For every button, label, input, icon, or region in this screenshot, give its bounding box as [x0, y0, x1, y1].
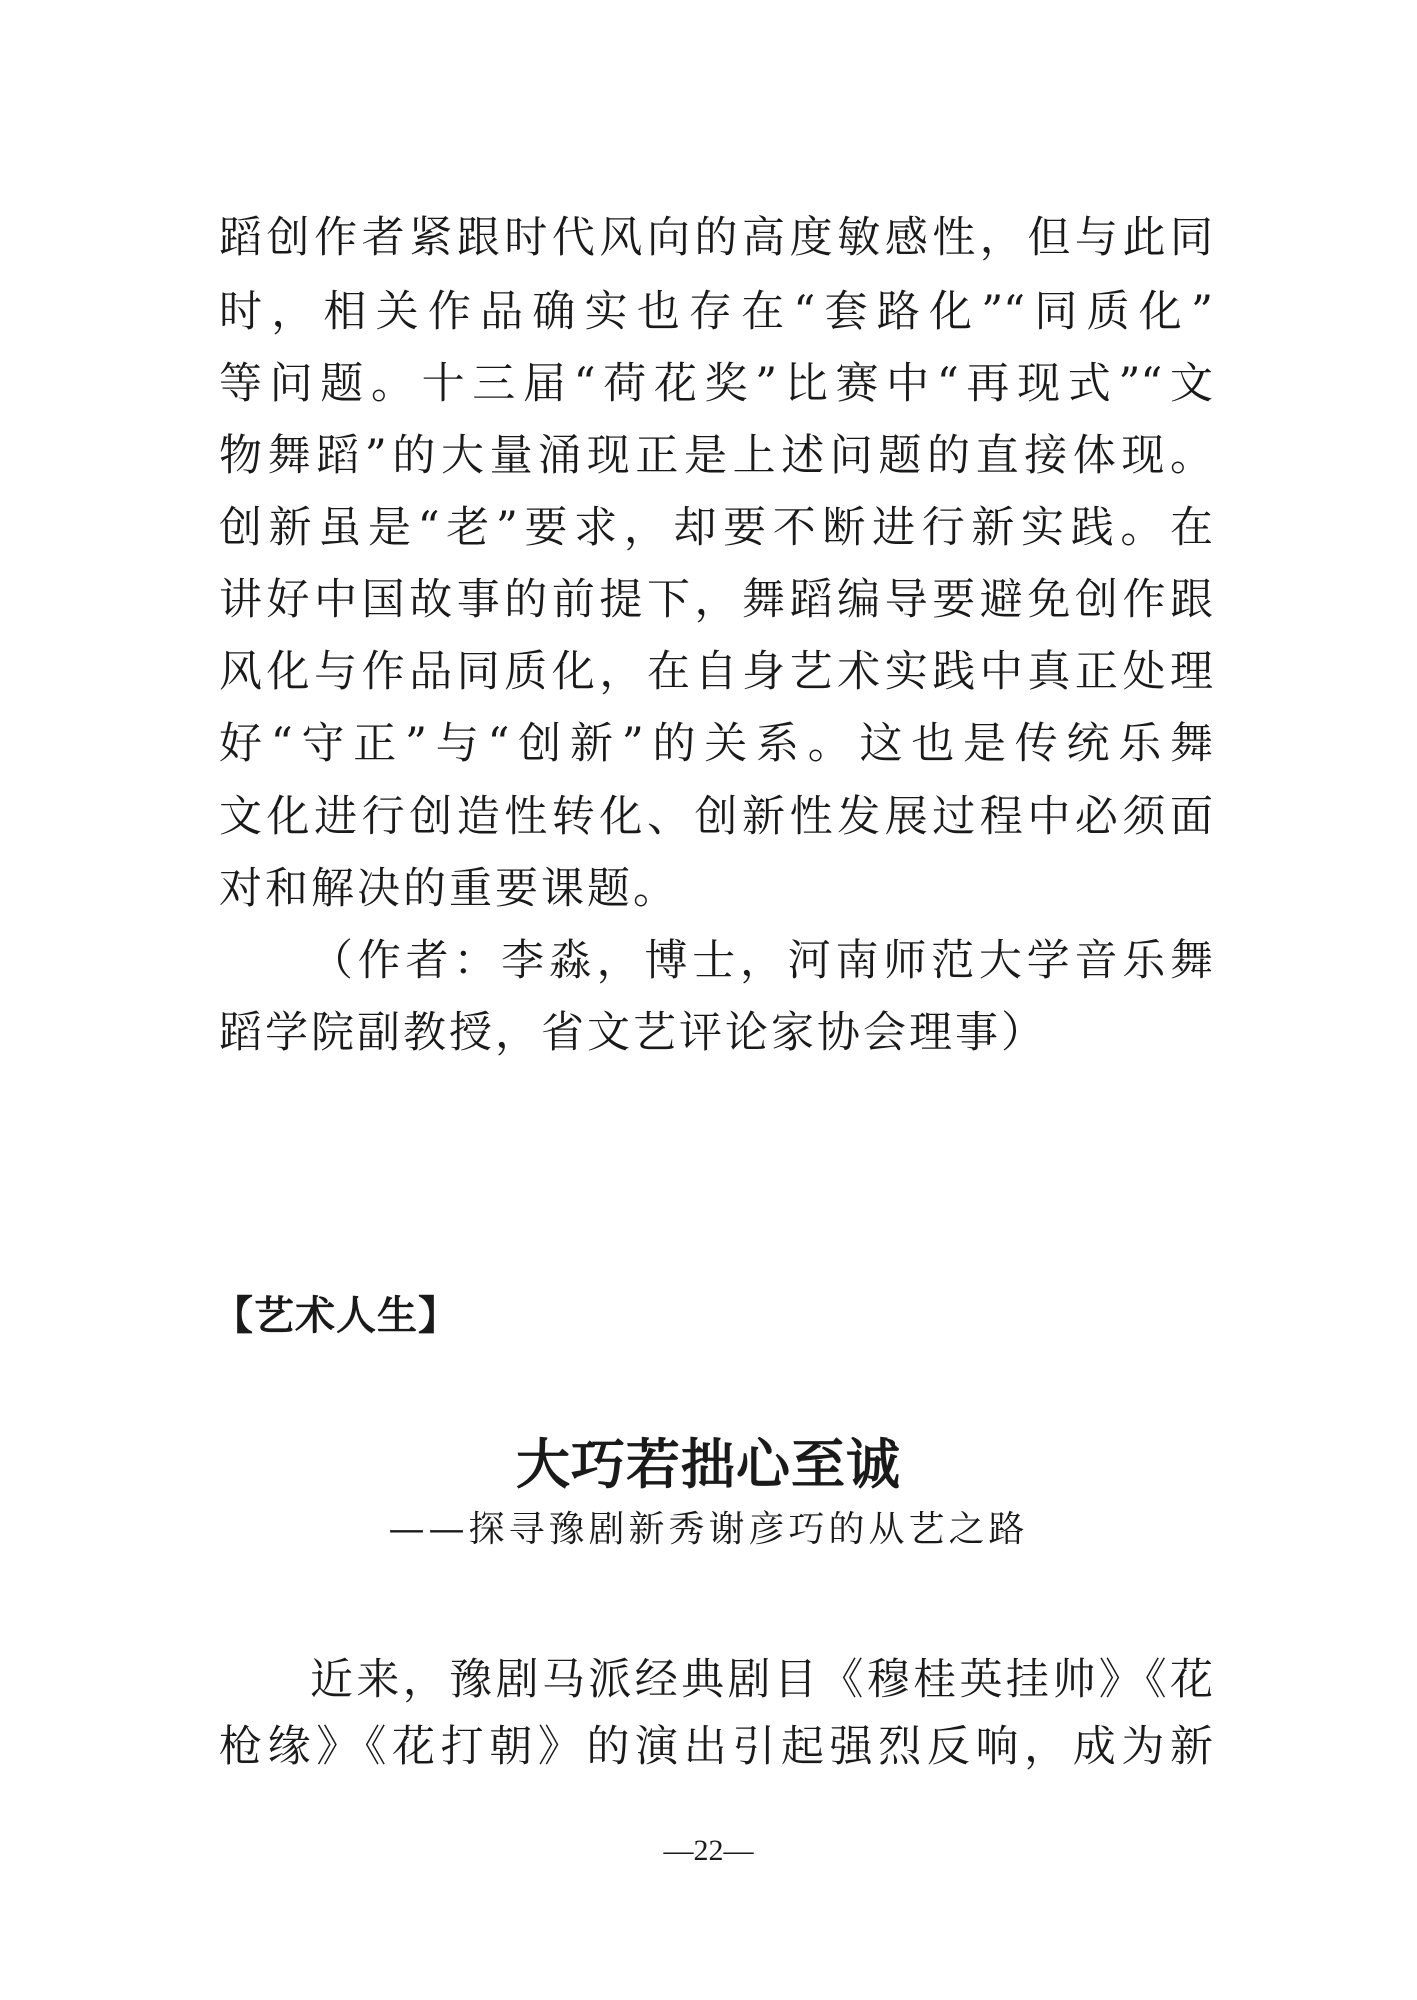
article-line: 近来，豫剧马派经典剧目《穆桂英挂帅》《花 — [310, 1655, 1213, 1705]
author-note-line: 蹈学院副教授，省文艺评论家协会理事） — [219, 1008, 1047, 1058]
body-line: 物舞蹈”的大量涌现正是上述问题的直接体现。 — [219, 431, 1213, 481]
body-line: 文化进行创造性转化、创新性发展过程中必须面 — [219, 792, 1213, 842]
author-note-line: （作者：李淼，博士，河南师范大学音乐舞 — [310, 936, 1213, 986]
body-line: 风化与作品同质化，在自身艺术实践中真正处理 — [219, 647, 1213, 697]
body-line: 时，相关作品确实也存在“套路化”“同质化” — [219, 287, 1213, 337]
article-title: 大巧若拙心至诚 — [516, 1432, 901, 1496]
section-heading: 【艺术人生】 — [213, 1293, 459, 1339]
body-line: 好“守正”与“创新”的关系。这也是传统乐舞 — [219, 719, 1213, 769]
body-line: 等问题。十三届“荷花奖”比赛中“再现式”“文 — [219, 359, 1213, 409]
article-subtitle: ——探寻豫剧新秀谢彦巧的从艺之路 — [388, 1509, 1029, 1550]
article-line: 枪缘》《花打朝》的演出引起强烈反响，成为新 — [219, 1722, 1213, 1772]
body-line: 创新虽是“老”要求，却要不断进行新实践。在 — [219, 503, 1213, 553]
body-line: 讲好中国故事的前提下，舞蹈编导要避免创作跟 — [219, 575, 1213, 625]
body-line: 对和解决的重要课题。 — [219, 864, 679, 914]
page-number: —22— — [663, 1834, 754, 1867]
body-line: 蹈创作者紧跟时代风向的高度敏感性，但与此同 — [219, 213, 1213, 263]
